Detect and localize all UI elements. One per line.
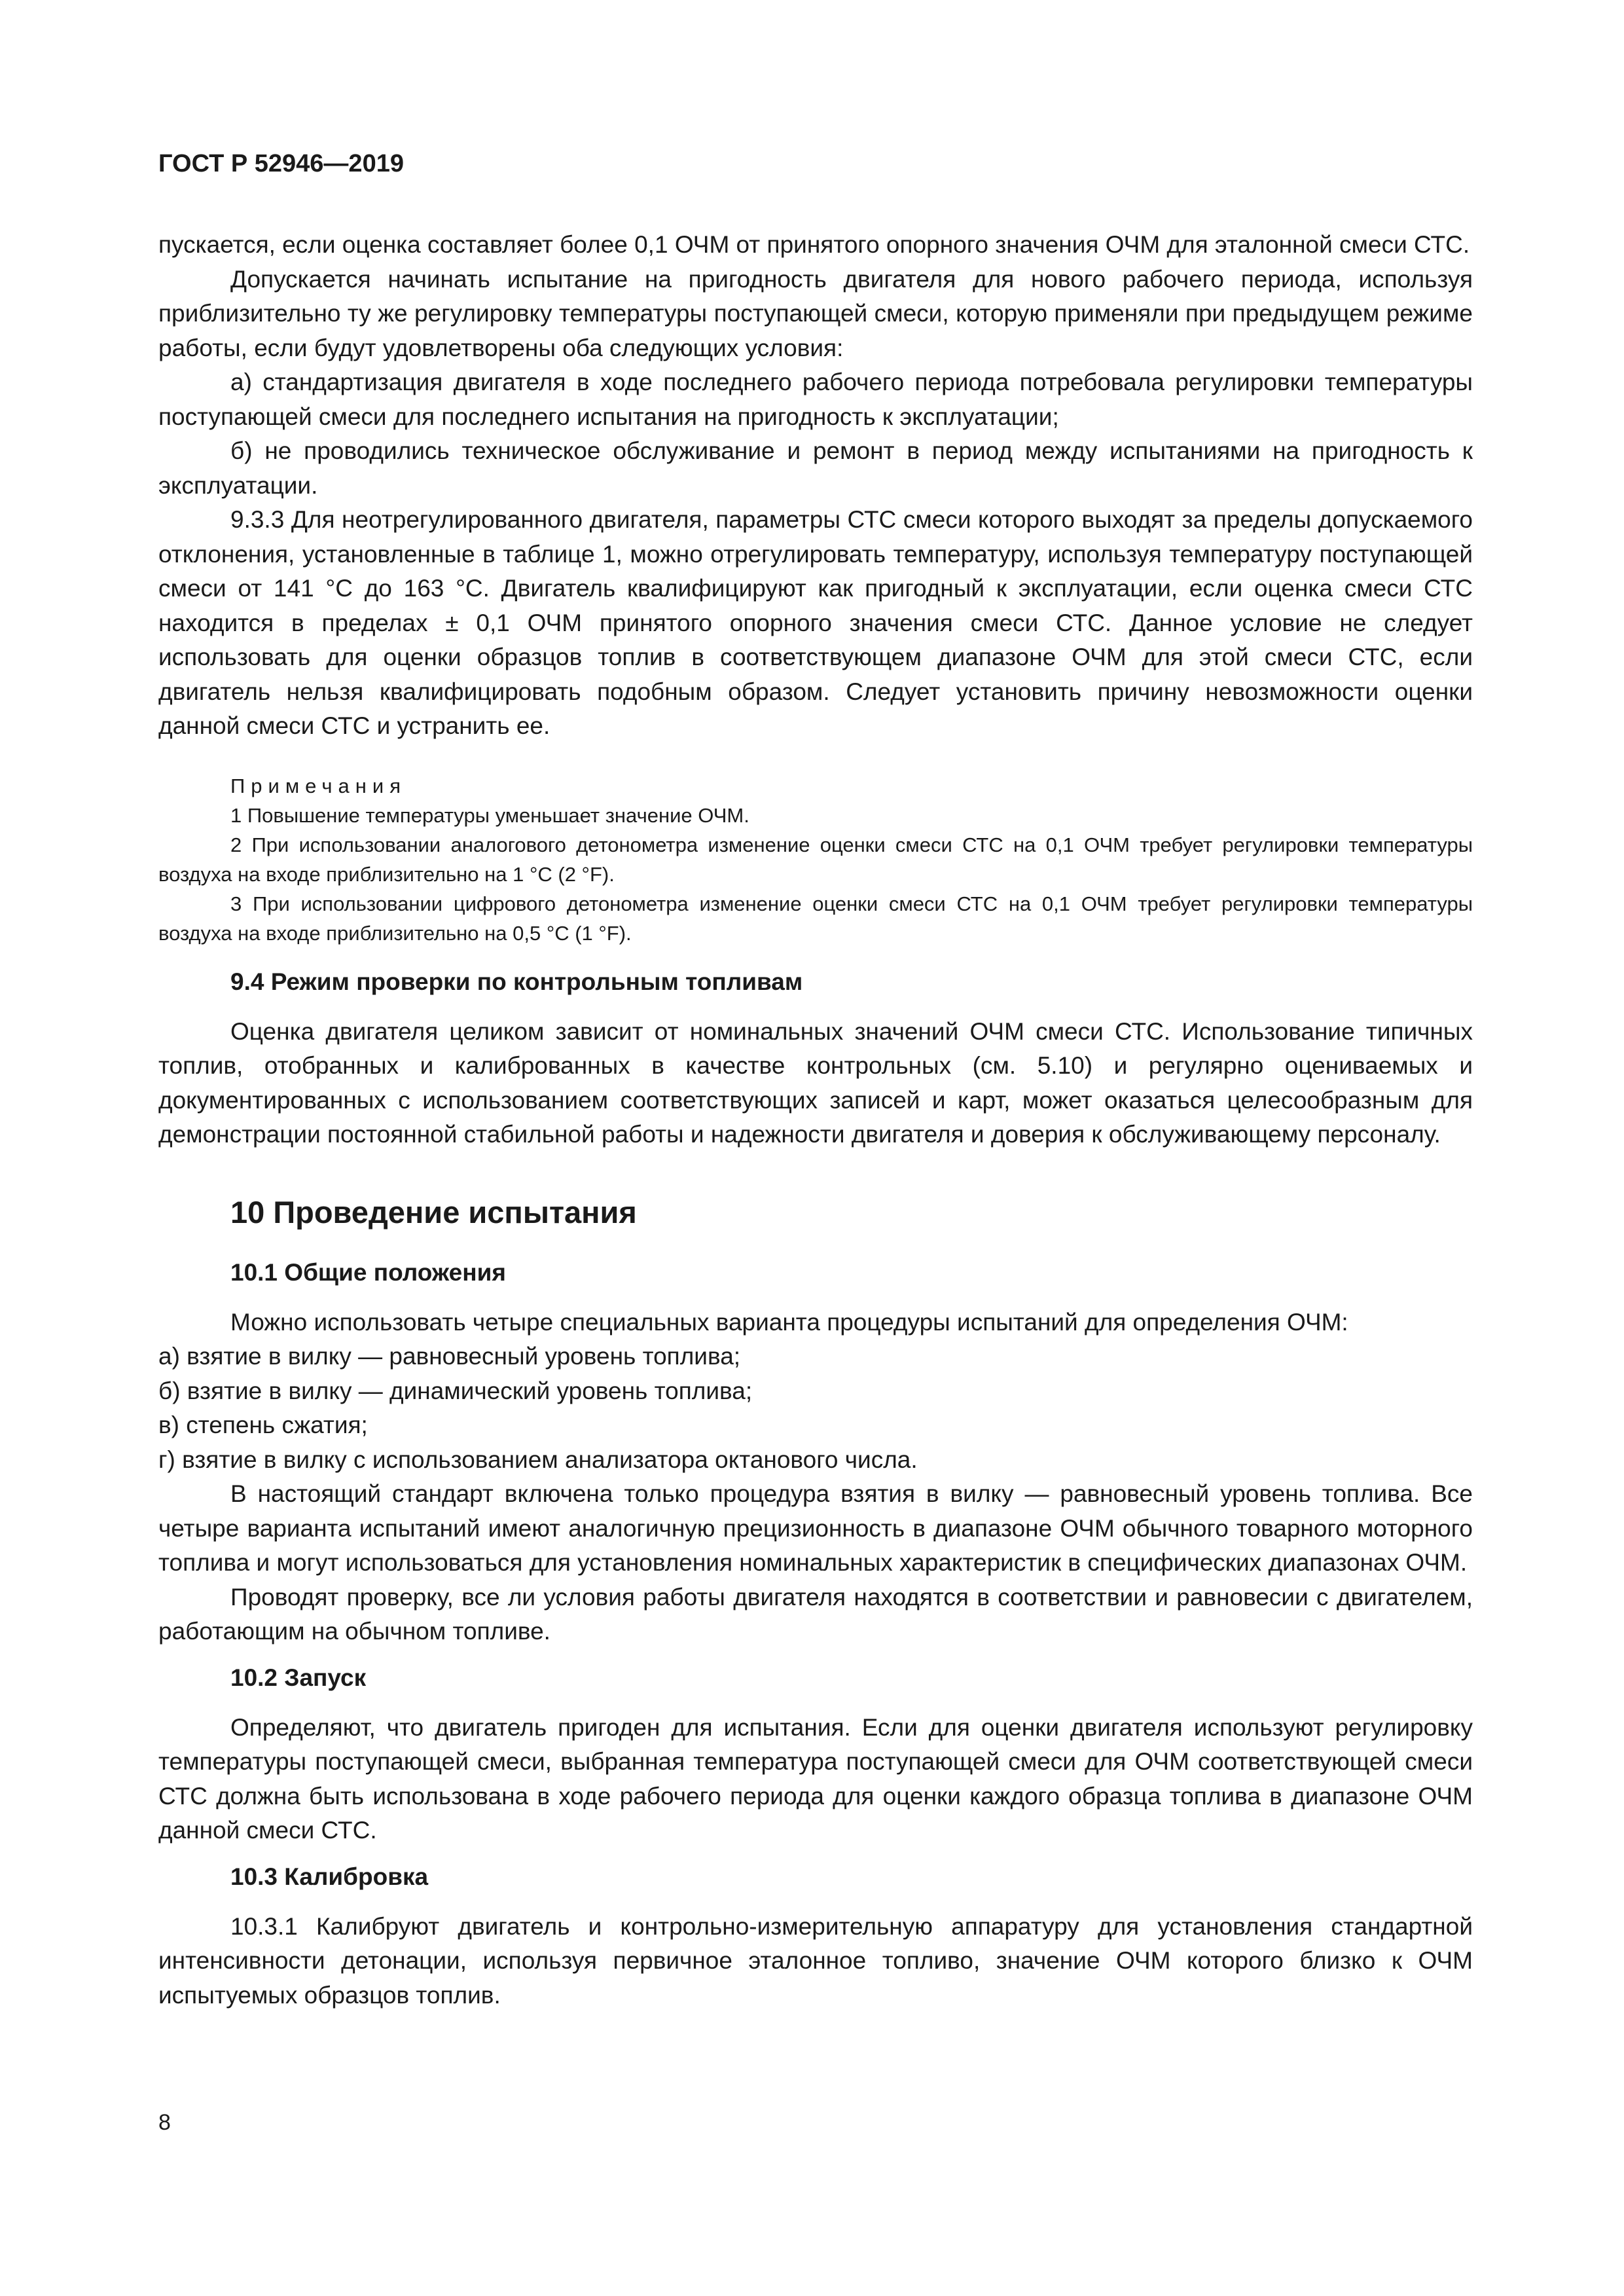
condition-a: а) стандартизация двигателя в ходе последнего рабочего периода потребовала регулировки температуры поступающей смеси для последнего испытания на пригодность к эксплуатации; bbox=[158, 369, 1473, 430]
note-item: 3 При использовании цифрового детонометра изменение оценки смеси СТС на 0,1 ОЧМ требует регулировки температуры воздуха на входе приблизительно на 0,5 °С (1 °F). bbox=[158, 892, 1473, 945]
paragraph-9-4: Оценка двигателя целиком зависит от номинальных значений ОЧМ смеси СТС. Использование типичных топлив, отобранных и калиброванных в качестве контрольных (см. 5.10) и регулярно оцениваемых и документированных с использованием соответствующих записей и карт, может оказаться целесообразным для демонстрации постоянной стабильной работы и надежности двигателя и доверия к обслуживающему персоналу. bbox=[158, 1017, 1473, 1148]
heading-9-4: 9.4 Режим проверки по контрольным топливам bbox=[230, 968, 803, 995]
list-item: в) степень сжатия; bbox=[158, 1412, 368, 1438]
paragraph-10-2: Определяют, что двигатель пригоден для испытания. Если для оценки двигателя используют регулировку температуры поступающей смеси, выбранная температура поступающей смеси для ОЧМ соответствующей смеси СТС должна быть использована в ходе рабочего периода для оценки каждого образца топлива в диапазоне ОЧМ данной смеси СТС. bbox=[158, 1713, 1473, 1844]
list-item: а) взятие в вилку — равновесный уровень топлива; bbox=[158, 1343, 741, 1370]
list-item: б) взятие в вилку — динамический уровень топлива; bbox=[158, 1377, 753, 1404]
paragraph-10-1-body: В настоящий стандарт включена только процедура взятия в вилку — равновесный уровень топлива. Все четыре варианта испытаний имеют аналогичную прецизионность в диапазоне ОЧМ обычного товарного моторного топлива и могут использоваться для установления номинальных характеристик в специфических диапазонах ОЧМ. bbox=[158, 1480, 1473, 1576]
paragraph-engine-new-period: Допускается начинать испытание на пригодность двигателя для нового рабочего периода, используя приблизительно ту же регулировку температуры поступающей смеси, которую применяли при предыдущем режиме работы, если будут удовлетворены оба следующих условия: bbox=[158, 265, 1473, 361]
document-code-header: ГОСТ Р 52946—2019 bbox=[158, 150, 404, 177]
heading-10-3: 10.3 Калибровка bbox=[230, 1863, 429, 1890]
notes-block bbox=[158, 771, 1473, 948]
notes-title: Примечания bbox=[230, 774, 406, 797]
list-item: г) взятие в вилку с использованием анализатора октанового числа. bbox=[158, 1446, 918, 1473]
paragraph-10-1-check: Проводят проверку, все ли условия работы двигателя находятся в соответствии и равновесии с двигателем, работающим на обычном топливе. bbox=[158, 1583, 1473, 1645]
note-item: 2 При использовании аналогового детонометра изменение оценки смеси СТС на 0,1 ОЧМ требует регулировки температуры воздуха на входе приблизительно на 1 °С (2 °F). bbox=[158, 833, 1473, 886]
paragraph-10-3-1: 10.3.1 Калибруют двигатель и контрольно-измерительную аппаратуру для установления стандартной интенсивности детонации, используя первичное эталонное топливо, значение ОЧМ которого близко к ОЧМ испытуемых образцов топлив. bbox=[158, 1912, 1473, 2009]
paragraph-10-1-intro: Можно использовать четыре специальных варианта процедуры испытаний для определения ОЧМ: bbox=[230, 1308, 1348, 1336]
page-number: 8 bbox=[158, 2110, 171, 2135]
condition-b: б) не проводились техническое обслуживание и ремонт в период между испытаниями на пригодность к эксплуатации. bbox=[158, 437, 1473, 499]
document-page bbox=[158, 149, 1473, 2013]
note-item: 1 Повышение температуры уменьшает значение ОЧМ. bbox=[230, 803, 749, 827]
section-title-10: 10 Проведение испытания bbox=[230, 1194, 637, 1230]
clause-9-3-3: 9.3.3 Для неотрегулированного двигателя, параметры СТС смеси которого выходят за пределы допускаемого отклонения, установленные в таблице 1, можно отрегулировать температуру, используя температуру поступающей смеси от 141 °С до 163 °С. Двигатель квалифицируют как пригодный к эксплуатации, если оценка смеси СТС находится в пределах ± 0,1 ОЧМ принятого опорного значения смеси СТС. Данное условие не следует использовать для оценки образцов топлив в соответствующем диапазоне ОЧМ для этой смеси СТС, если двигатель нельзя квалифицировать подобным образом. Следует установить причину невозможности оценки данной смеси СТС и устранить ее. bbox=[158, 506, 1473, 739]
paragraph-continuation: пускается, если оценка составляет более 0,1 ОЧМ от принятого опорного значения ОЧМ для эталонной смеси СТС. bbox=[158, 231, 1470, 258]
heading-10-2: 10.2 Запуск bbox=[230, 1664, 367, 1691]
heading-10-1: 10.1 Общие положения bbox=[230, 1258, 506, 1286]
